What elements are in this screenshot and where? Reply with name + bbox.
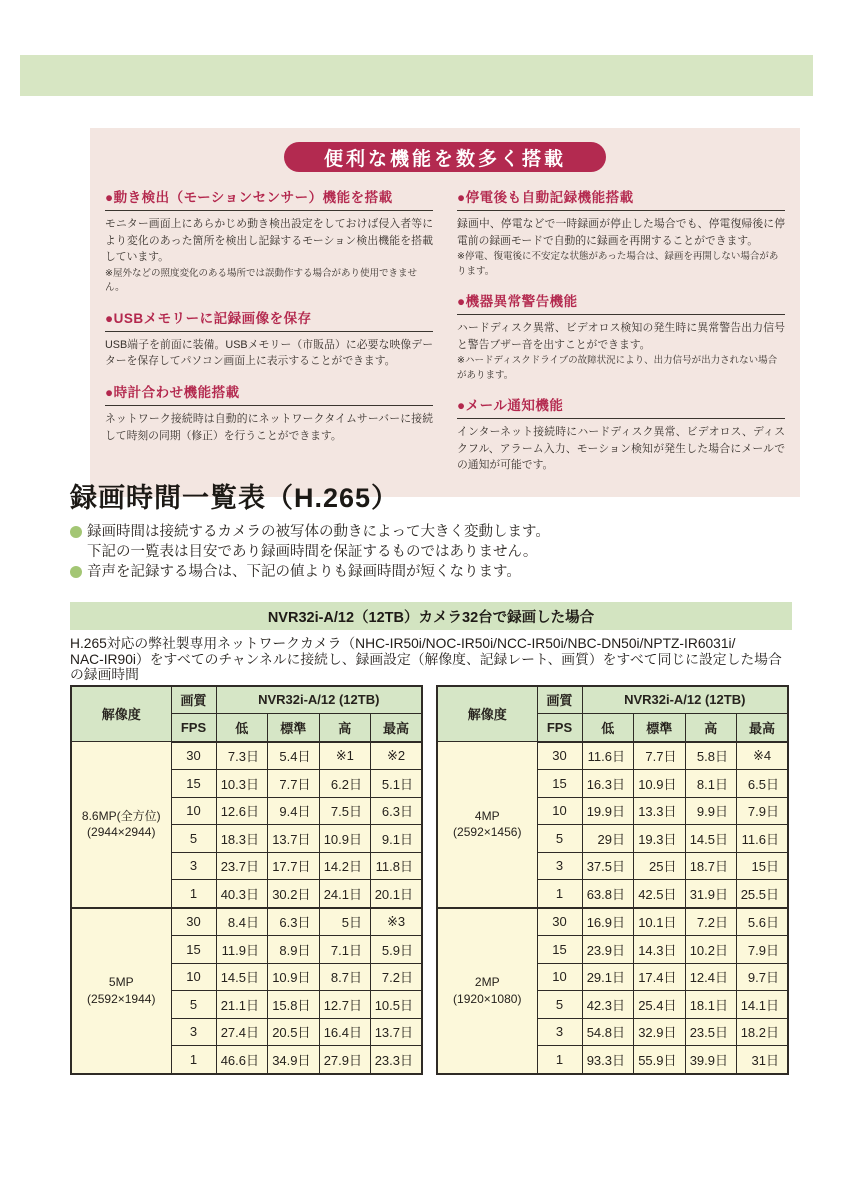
value-cell: 7.9日 [737, 936, 789, 964]
value-cell: 23.5日 [685, 1018, 737, 1046]
value-cell: 5.4日 [268, 742, 320, 770]
value-cell: 10.3日 [216, 770, 268, 798]
recording-notes [70, 522, 792, 582]
value-cell: 24.1日 [319, 880, 371, 908]
value-cell: 13.3日 [634, 797, 686, 825]
table-row [437, 908, 788, 936]
value-cell: 18.3日 [216, 825, 268, 853]
note-text: 下記の一覧表は目安であり録画時間を保証するものではありません。 [87, 544, 538, 560]
fps-cell: 1 [171, 1046, 216, 1074]
fps-cell: 30 [171, 908, 216, 936]
quality-header: 画質 [171, 686, 216, 714]
value-cell: 21.1日 [216, 991, 268, 1019]
feature-section-clock-sync [105, 381, 433, 444]
resolution-cell: 8.6MP(全方位) (2944×2944) [71, 742, 171, 908]
fps-cell: 10 [171, 963, 216, 991]
feature-title: ●機器異常警告機能 [457, 290, 785, 315]
value-cell: 7.7日 [268, 770, 320, 798]
feature-body: ハードディスク異常、ビデオロス検知の発生時に異常警告出力信号と警告ブザー音を出すことができます。 [457, 321, 785, 351]
feature-section-error-alert [457, 290, 785, 383]
value-cell: 7.1日 [319, 936, 371, 964]
fps-cell: 1 [537, 880, 582, 908]
value-cell: 25日 [634, 852, 686, 880]
value-cell: 9.9日 [685, 797, 737, 825]
features-columns [90, 182, 800, 489]
value-cell: 6.3日 [268, 908, 320, 936]
feature-title: ●時計合わせ機能搭載 [105, 381, 433, 406]
fps-cell: 10 [171, 797, 216, 825]
fps-cell: 10 [537, 797, 582, 825]
quality-level-header: 最高 [737, 714, 789, 742]
value-cell: 42.3日 [582, 991, 634, 1019]
feature-section-auto-record [457, 186, 785, 279]
value-cell: 19.3日 [634, 825, 686, 853]
model-header: NVR32i-A/12 (12TB) [582, 686, 788, 714]
value-cell: 12.6日 [216, 797, 268, 825]
model-header: NVR32i-A/12 (12TB) [216, 686, 422, 714]
feature-body: USB端子を前面に装備。USBメモリー（市販品）に必要な映像データーを保存してパソコン画面上に表示することができます。 [105, 338, 433, 368]
value-cell: 5日 [319, 908, 371, 936]
value-cell: 5.1日 [371, 770, 423, 798]
feature-title: ●停電後も自動記録機能搭載 [457, 186, 785, 211]
feature-section-mail-notify [457, 394, 785, 474]
fps-cell: 5 [537, 825, 582, 853]
fps-cell: 3 [171, 1018, 216, 1046]
quality-level-header: 最高 [371, 714, 423, 742]
value-cell: 46.6日 [216, 1046, 268, 1074]
resolution-header: 解像度 [71, 686, 171, 742]
fps-header: FPS [537, 714, 582, 742]
value-cell: 8.9日 [268, 936, 320, 964]
fps-cell: 30 [537, 742, 582, 770]
table-row [71, 742, 422, 770]
value-cell: 17.4日 [634, 963, 686, 991]
feature-body: インターネット接続時にハードディスク異常、ビデオロス、ディスクフル、アラーム入力、モーション検知が発生した場合にメールでの通知が可能です。 [457, 425, 785, 472]
value-cell: 29.1日 [582, 963, 634, 991]
table-header-row [437, 686, 788, 714]
recording-table-right [436, 685, 789, 1075]
value-cell: 23.7日 [216, 852, 268, 880]
fps-cell: 5 [171, 991, 216, 1019]
value-cell: 39.9日 [685, 1046, 737, 1074]
value-cell: 7.2日 [371, 963, 423, 991]
value-cell: 5.9日 [371, 936, 423, 964]
resolution-cell: 5MP (2592×1944) [71, 908, 171, 1074]
feature-body: ネットワーク接続時は自動的にネットワークタイムサーバーに接続して時刻の同期（修正）を行うことができます。 [105, 413, 433, 442]
value-cell: 34.9日 [268, 1046, 320, 1074]
value-cell: 27.4日 [216, 1018, 268, 1046]
features-title-badge: 便利な機能を数多く搭載 [284, 142, 606, 172]
quality-level-header: 標準 [634, 714, 686, 742]
features-column-left [105, 186, 433, 485]
page-title: 録画時間一覧表（H.265） [70, 483, 400, 513]
fps-cell: 15 [171, 770, 216, 798]
fps-cell: 15 [537, 936, 582, 964]
value-cell: 10.5日 [371, 991, 423, 1019]
recording-intro [70, 636, 792, 683]
model-case-band: NVR32i-A/12（12TB）カメラ32台で録画した場合 [70, 602, 792, 630]
value-cell: 16.4日 [319, 1018, 371, 1046]
value-cell: 19.9日 [582, 797, 634, 825]
intro-line: NAC-IR90i）をすべてのチャンネルに接続し、録画設定（解像度、記録レート、画質）をすべて同じに設定した場合の録画時間 [70, 651, 782, 682]
value-cell: 20.5日 [268, 1018, 320, 1046]
value-cell: ※1 [319, 742, 371, 770]
fps-cell: 5 [537, 991, 582, 1019]
feature-note: ※停電、復電後に不安定な状態があった場合は、録画を再開しない場合があります。 [457, 251, 779, 277]
note-line [70, 542, 792, 562]
value-cell: 14.1日 [737, 991, 789, 1019]
value-cell: 40.3日 [216, 880, 268, 908]
quality-header: 画質 [537, 686, 582, 714]
feature-section-motion-detect [105, 186, 433, 296]
quality-level-header: 高 [319, 714, 371, 742]
value-cell: 13.7日 [268, 825, 320, 853]
value-cell: 15日 [737, 852, 789, 880]
value-cell: 8.1日 [685, 770, 737, 798]
fps-cell: 3 [537, 1018, 582, 1046]
quality-level-header: 高 [685, 714, 737, 742]
value-cell: 16.3日 [582, 770, 634, 798]
note-line [70, 562, 792, 582]
note-line [70, 522, 792, 542]
feature-title: ●動き検出（モーションセンサー）機能を搭載 [105, 186, 433, 211]
feature-section-usb-save [105, 307, 433, 370]
feature-body: 録画中、停電などで一時録画が停止した場合でも、停電復帰後に停電前の録画モードで自動的に録画を再開することができます。 [457, 218, 785, 247]
value-cell: 10.9日 [319, 825, 371, 853]
fps-cell: 30 [171, 742, 216, 770]
value-cell: ※4 [737, 742, 789, 770]
resolution-cell: 2MP (1920×1080) [437, 908, 537, 1074]
value-cell: 18.1日 [685, 991, 737, 1019]
value-cell: 7.5日 [319, 797, 371, 825]
value-cell: 7.7日 [634, 742, 686, 770]
value-cell: 10.9日 [268, 963, 320, 991]
recording-tables [70, 685, 792, 1075]
recording-table-left [70, 685, 423, 1075]
feature-title: ●USBメモリーに記録画像を保存 [105, 307, 433, 332]
value-cell: 11.9日 [216, 936, 268, 964]
value-cell: 7.2日 [685, 908, 737, 936]
value-cell: 7.9日 [737, 797, 789, 825]
value-cell: 11.6日 [582, 742, 634, 770]
resolution-header: 解像度 [437, 686, 537, 742]
table-row [437, 742, 788, 770]
feature-note: ※屋外などの照度変化のある場所では誤動作する場合があり使用できません。 [105, 268, 417, 294]
fps-cell: 30 [537, 908, 582, 936]
green-bullet-icon [70, 566, 82, 578]
value-cell: 20.1日 [371, 880, 423, 908]
value-cell: 9.1日 [371, 825, 423, 853]
value-cell: 18.7日 [685, 852, 737, 880]
value-cell: 8.4日 [216, 908, 268, 936]
value-cell: 23.9日 [582, 936, 634, 964]
value-cell: 15.8日 [268, 991, 320, 1019]
value-cell: 14.2日 [319, 852, 371, 880]
green-bullet-icon [70, 526, 82, 538]
recording-time-section [70, 483, 792, 1075]
value-cell: 12.4日 [685, 963, 737, 991]
value-cell: 27.9日 [319, 1046, 371, 1074]
value-cell: 10.1日 [634, 908, 686, 936]
value-cell: 29日 [582, 825, 634, 853]
value-cell: 55.9日 [634, 1046, 686, 1074]
fps-cell: 3 [537, 852, 582, 880]
value-cell: 6.5日 [737, 770, 789, 798]
features-panel [90, 128, 800, 497]
value-cell: 8.7日 [319, 963, 371, 991]
value-cell: ※3 [371, 908, 423, 936]
value-cell: 31日 [737, 1046, 789, 1074]
value-cell: 10.9日 [634, 770, 686, 798]
value-cell: 14.5日 [216, 963, 268, 991]
top-accent-bar [20, 55, 813, 96]
value-cell: 63.8日 [582, 880, 634, 908]
value-cell: 17.7日 [268, 852, 320, 880]
value-cell: 5.6日 [737, 908, 789, 936]
feature-body: モニター画面上にあらかじめ動き検出設定をしておけば侵入者等により変化のあった箇所を検出し記録するモーション検出機能を搭載しています。 [105, 218, 433, 264]
value-cell: 10.2日 [685, 936, 737, 964]
value-cell: 42.5日 [634, 880, 686, 908]
table-row [71, 908, 422, 936]
value-cell: 14.3日 [634, 936, 686, 964]
fps-cell: 1 [537, 1046, 582, 1074]
fps-cell: 10 [537, 963, 582, 991]
table-header-row [71, 686, 422, 714]
quality-level-header: 標準 [268, 714, 320, 742]
value-cell: 12.7日 [319, 991, 371, 1019]
value-cell: ※2 [371, 742, 423, 770]
value-cell: 9.7日 [737, 963, 789, 991]
fps-cell: 5 [171, 825, 216, 853]
value-cell: 32.9日 [634, 1018, 686, 1046]
quality-level-header: 低 [582, 714, 634, 742]
value-cell: 93.3日 [582, 1046, 634, 1074]
value-cell: 30.2日 [268, 880, 320, 908]
value-cell: 5.8日 [685, 742, 737, 770]
value-cell: 6.2日 [319, 770, 371, 798]
note-text: 録画時間は接続するカメラの被写体の動きによって大きく変動します。 [87, 524, 550, 540]
resolution-cell: 4MP (2592×1456) [437, 742, 537, 908]
intro-line: H.265対応の弊社製専用ネットワークカメラ（NHC-IR50i/NOC-IR50i/NCC-IR50i/NBC-DN50i/NPTZ-IR6031i/ [70, 636, 736, 651]
value-cell: 25.4日 [634, 991, 686, 1019]
feature-note: ※ハードディスクドライブの故障状況により、出力信号が出力されない場合があります。 [457, 355, 778, 381]
value-cell: 23.3日 [371, 1046, 423, 1074]
value-cell: 54.8日 [582, 1018, 634, 1046]
value-cell: 9.4日 [268, 797, 320, 825]
value-cell: 14.5日 [685, 825, 737, 853]
value-cell: 6.3日 [371, 797, 423, 825]
quality-level-header: 低 [216, 714, 268, 742]
fps-cell: 1 [171, 880, 216, 908]
value-cell: 11.6日 [737, 825, 789, 853]
value-cell: 31.9日 [685, 880, 737, 908]
value-cell: 18.2日 [737, 1018, 789, 1046]
features-column-right [457, 186, 785, 485]
note-text: 音声を記録する場合は、下記の値よりも録画時間が短くなります。 [87, 564, 521, 580]
fps-cell: 3 [171, 852, 216, 880]
value-cell: 7.3日 [216, 742, 268, 770]
value-cell: 11.8日 [371, 852, 423, 880]
fps-cell: 15 [171, 936, 216, 964]
value-cell: 16.9日 [582, 908, 634, 936]
fps-cell: 15 [537, 770, 582, 798]
feature-title: ●メール通知機能 [457, 394, 785, 419]
value-cell: 13.7日 [371, 1018, 423, 1046]
value-cell: 25.5日 [737, 880, 789, 908]
value-cell: 37.5日 [582, 852, 634, 880]
fps-header: FPS [171, 714, 216, 742]
